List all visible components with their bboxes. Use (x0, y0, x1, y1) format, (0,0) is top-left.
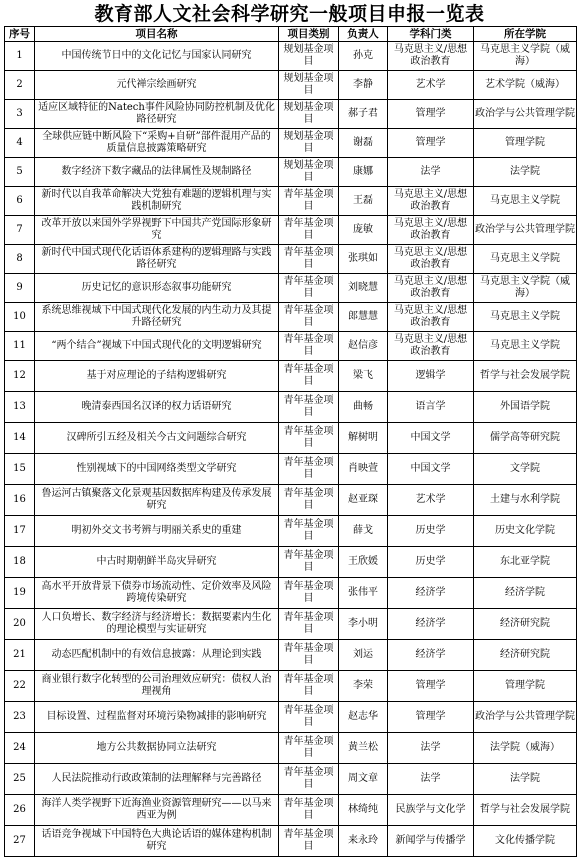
project-name: 话语竞争视域下中国特色大典论话语的媒体建构机制研究 (35, 826, 279, 857)
table-row (5, 42, 577, 71)
project-category: 青年基金项目 (279, 547, 339, 578)
table-row (5, 454, 577, 485)
row-index: 21 (5, 640, 35, 671)
table-row (5, 245, 577, 274)
project-leader: 庞敏 (339, 216, 388, 245)
row-index: 7 (5, 216, 35, 245)
project-leader: 曲畅 (339, 392, 388, 423)
project-discipline: 中国文学 (388, 454, 474, 485)
table-header-row (5, 27, 577, 42)
row-index: 1 (5, 42, 35, 71)
project-discipline: 法学 (388, 733, 474, 764)
project-discipline: 管理学 (388, 129, 474, 158)
project-category: 青年基金项目 (279, 609, 339, 640)
row-index: 22 (5, 671, 35, 702)
project-college: 马克思主义学院 (474, 332, 577, 361)
row-index: 2 (5, 71, 35, 100)
project-category: 青年基金项目 (279, 392, 339, 423)
row-index: 24 (5, 733, 35, 764)
project-name: 性别视域下的中国网络类型文学研究 (35, 454, 279, 485)
project-college: 政治学与公共管理学院 (474, 216, 577, 245)
project-category: 青年基金项目 (279, 245, 339, 274)
project-discipline: 马克思主义/思想政治教育 (388, 245, 474, 274)
header-project-name: 项目名称 (35, 27, 279, 42)
project-leader: 林绮纯 (339, 795, 388, 826)
project-leader: 刘晓慧 (339, 274, 388, 303)
project-discipline: 艺术学 (388, 71, 474, 100)
project-category: 青年基金项目 (279, 640, 339, 671)
project-name: 目标设置、过程监督对环境污染物减排的影响研究 (35, 702, 279, 733)
project-discipline: 马克思主义/思想政治教育 (388, 216, 474, 245)
row-index: 26 (5, 795, 35, 826)
row-index: 11 (5, 332, 35, 361)
row-index: 10 (5, 303, 35, 332)
project-leader: 赵亚琛 (339, 485, 388, 516)
project-name: 历史记忆的意识形态叙事功能研究 (35, 274, 279, 303)
project-discipline: 经济学 (388, 609, 474, 640)
project-college: 管理学院 (474, 129, 577, 158)
table-row (5, 71, 577, 100)
project-college: 东北亚学院 (474, 547, 577, 578)
row-index: 3 (5, 100, 35, 129)
project-name: 汉碑所引五经及相关今古文问题综合研究 (35, 423, 279, 454)
project-name: “两个结合”视域下中国式现代化的文明逻辑研究 (35, 332, 279, 361)
project-college: 马克思主义学院 (474, 187, 577, 216)
project-name: 新时代中国式现代化话语体系建构的逻辑理路与实践路径研究 (35, 245, 279, 274)
project-discipline: 中国文学 (388, 423, 474, 454)
project-leader: 肖映萱 (339, 454, 388, 485)
project-college: 经济研究院 (474, 609, 577, 640)
row-index: 19 (5, 578, 35, 609)
project-name: 适应区域特征的Natech事件风险协同防控机制及优化路径研究 (35, 100, 279, 129)
project-college: 儒学高等研究院 (474, 423, 577, 454)
project-leader: 康娜 (339, 158, 388, 187)
project-leader: 薛戈 (339, 516, 388, 547)
project-discipline: 管理学 (388, 671, 474, 702)
table-row (5, 216, 577, 245)
project-leader: 张琪如 (339, 245, 388, 274)
page-title: 教育部人文社会科学研究一般项目申报一览表 (94, 3, 485, 25)
project-leader: 王欣媛 (339, 547, 388, 578)
project-discipline: 马克思主义/思想政治教育 (388, 187, 474, 216)
project-leader: 王磊 (339, 187, 388, 216)
project-category: 青年基金项目 (279, 702, 339, 733)
row-index: 5 (5, 158, 35, 187)
project-discipline: 法学 (388, 764, 474, 795)
row-index: 15 (5, 454, 35, 485)
project-discipline: 民族学与文化学 (388, 795, 474, 826)
table-row (5, 129, 577, 158)
table-row (5, 733, 577, 764)
header-leader: 负责人 (339, 27, 388, 42)
header-category: 项目类别 (279, 27, 339, 42)
table-row (5, 485, 577, 516)
table-row (5, 578, 577, 609)
project-leader: 梁飞 (339, 361, 388, 392)
table-row (5, 187, 577, 216)
row-index: 16 (5, 485, 35, 516)
project-leader: 黄兰松 (339, 733, 388, 764)
table-row (5, 100, 577, 129)
project-college: 马克思主义学院 (474, 303, 577, 332)
project-discipline: 马克思主义/思想政治教育 (388, 332, 474, 361)
project-leader: 张伟平 (339, 578, 388, 609)
project-name: 高水平开放背景下债券市场流动性、定价效率及风险跨境传染研究 (35, 578, 279, 609)
project-category: 青年基金项目 (279, 485, 339, 516)
row-index: 8 (5, 245, 35, 274)
project-name: 改革开放以来国外学界视野下中国共产党国际形象研究 (35, 216, 279, 245)
project-discipline: 经济学 (388, 578, 474, 609)
table-row (5, 702, 577, 733)
project-college: 文学院 (474, 454, 577, 485)
project-category: 规划基金项目 (279, 129, 339, 158)
project-leader: 谢磊 (339, 129, 388, 158)
table-row (5, 640, 577, 671)
table-row (5, 303, 577, 332)
project-leader: 郝子君 (339, 100, 388, 129)
header-discipline: 学科门类 (388, 27, 474, 42)
project-leader: 解树明 (339, 423, 388, 454)
project-category: 规划基金项目 (279, 100, 339, 129)
project-discipline: 管理学 (388, 702, 474, 733)
project-name: 海洋人类学视野下近海渔业资源管理研究——以马来西亚为例 (35, 795, 279, 826)
project-leader: 赵信彦 (339, 332, 388, 361)
project-name: 中古时期朝鲜半岛灾异研究 (35, 547, 279, 578)
project-category: 青年基金项目 (279, 274, 339, 303)
project-category: 规划基金项目 (279, 158, 339, 187)
row-index: 4 (5, 129, 35, 158)
header-index: 序号 (5, 27, 35, 42)
project-college: 哲学与社会发展学院 (474, 795, 577, 826)
project-category: 青年基金项目 (279, 795, 339, 826)
project-name: 基于对应理论的子结构逻辑研究 (35, 361, 279, 392)
project-leader: 孙克 (339, 42, 388, 71)
project-name: 人口负增长、数字经济与经济增长：数据要素内生化的理论模型与实证研究 (35, 609, 279, 640)
project-name: 新时代以自我革命解决大党独有难题的逻辑机理与实践机制研究 (35, 187, 279, 216)
project-category: 青年基金项目 (279, 423, 339, 454)
table-row (5, 764, 577, 795)
row-index: 23 (5, 702, 35, 733)
project-category: 青年基金项目 (279, 454, 339, 485)
project-college: 哲学与社会发展学院 (474, 361, 577, 392)
project-discipline: 新闻学与传播学 (388, 826, 474, 857)
project-college: 文化传播学院 (474, 826, 577, 857)
project-discipline: 马克思主义/思想政治教育 (388, 274, 474, 303)
row-index: 14 (5, 423, 35, 454)
project-category: 规划基金项目 (279, 42, 339, 71)
project-category: 青年基金项目 (279, 578, 339, 609)
project-category: 规划基金项目 (279, 71, 339, 100)
project-name: 地方公共数据协同立法研究 (35, 733, 279, 764)
project-college: 经济研究院 (474, 640, 577, 671)
project-name: 商业银行数字化转型的公司治理效应研究：债权人治理视角 (35, 671, 279, 702)
table-row (5, 671, 577, 702)
project-name: 元代禅宗绘画研究 (35, 71, 279, 100)
header-college: 所在学院 (474, 27, 577, 42)
project-category: 青年基金项目 (279, 516, 339, 547)
project-category: 青年基金项目 (279, 303, 339, 332)
project-discipline: 语言学 (388, 392, 474, 423)
project-discipline: 马克思主义/思想政治教育 (388, 303, 474, 332)
project-name: 中国传统节日中的文化记忆与国家认同研究 (35, 42, 279, 71)
project-discipline: 经济学 (388, 640, 474, 671)
project-name: 鲁运河古镇聚落文化景观基因数据库构建及传承发展研究 (35, 485, 279, 516)
project-college: 法学院 (474, 764, 577, 795)
table-row (5, 826, 577, 857)
project-leader: 李静 (339, 71, 388, 100)
project-college: 管理学院 (474, 671, 577, 702)
table-row (5, 516, 577, 547)
row-index: 6 (5, 187, 35, 216)
project-name: 动态匹配机制中的有效信息披露：从理论到实践 (35, 640, 279, 671)
project-leader: 周文章 (339, 764, 388, 795)
project-category: 青年基金项目 (279, 671, 339, 702)
row-index: 18 (5, 547, 35, 578)
project-table (4, 26, 577, 857)
table-row (5, 274, 577, 303)
row-index: 9 (5, 274, 35, 303)
project-category: 青年基金项目 (279, 826, 339, 857)
project-leader: 来永玲 (339, 826, 388, 857)
project-name: 全球供应链中断风险下“采购+自研”部件混用产品的质量信息披露策略研究 (35, 129, 279, 158)
table-row (5, 547, 577, 578)
table-row (5, 795, 577, 826)
row-index: 25 (5, 764, 35, 795)
project-discipline: 马克思主义/思想政治教育 (388, 42, 474, 71)
project-leader: 刘运 (339, 640, 388, 671)
row-index: 12 (5, 361, 35, 392)
project-college: 土建与水利学院 (474, 485, 577, 516)
row-index: 27 (5, 826, 35, 857)
project-discipline: 艺术学 (388, 485, 474, 516)
project-college: 外国语学院 (474, 392, 577, 423)
project-category: 青年基金项目 (279, 733, 339, 764)
project-name: 人民法院推动行政政策制的法理解释与完善路径 (35, 764, 279, 795)
project-name: 数字经济下数字藏品的法律属性及规制路径 (35, 158, 279, 187)
project-discipline: 管理学 (388, 100, 474, 129)
project-leader: 李荣 (339, 671, 388, 702)
project-name: 系统思维视域下中国式现代化发展的内生动力及其提升路径研究 (35, 303, 279, 332)
project-category: 青年基金项目 (279, 187, 339, 216)
project-leader: 赵志华 (339, 702, 388, 733)
row-index: 13 (5, 392, 35, 423)
project-college: 经济学院 (474, 578, 577, 609)
project-discipline: 历史学 (388, 516, 474, 547)
table-row (5, 609, 577, 640)
project-college: 历史文化学院 (474, 516, 577, 547)
project-college: 政治学与公共管理学院 (474, 100, 577, 129)
project-college: 法学院（威海） (474, 733, 577, 764)
project-discipline: 历史学 (388, 547, 474, 578)
project-college: 法学院 (474, 158, 577, 187)
table-row (5, 332, 577, 361)
row-index: 17 (5, 516, 35, 547)
project-category: 青年基金项目 (279, 216, 339, 245)
project-college: 马克思主义学院（威海） (474, 42, 577, 71)
row-index: 20 (5, 609, 35, 640)
table-row (5, 158, 577, 187)
project-category: 青年基金项目 (279, 361, 339, 392)
project-discipline: 逻辑学 (388, 361, 474, 392)
project-discipline: 法学 (388, 158, 474, 187)
table-row (5, 361, 577, 392)
project-leader: 李小明 (339, 609, 388, 640)
project-college: 马克思主义学院（威海） (474, 274, 577, 303)
project-leader: 郎慧慧 (339, 303, 388, 332)
project-name: 明初外交文书考辨与明丽关系史的重建 (35, 516, 279, 547)
table-row (5, 423, 577, 454)
project-college: 政治学与公共管理学院 (474, 702, 577, 733)
project-name: 晚清泰西国名汉译的权力话语研究 (35, 392, 279, 423)
project-college: 艺术学院（威海） (474, 71, 577, 100)
table-row (5, 392, 577, 423)
project-category: 青年基金项目 (279, 332, 339, 361)
project-category: 青年基金项目 (279, 764, 339, 795)
project-college: 马克思主义学院 (474, 245, 577, 274)
